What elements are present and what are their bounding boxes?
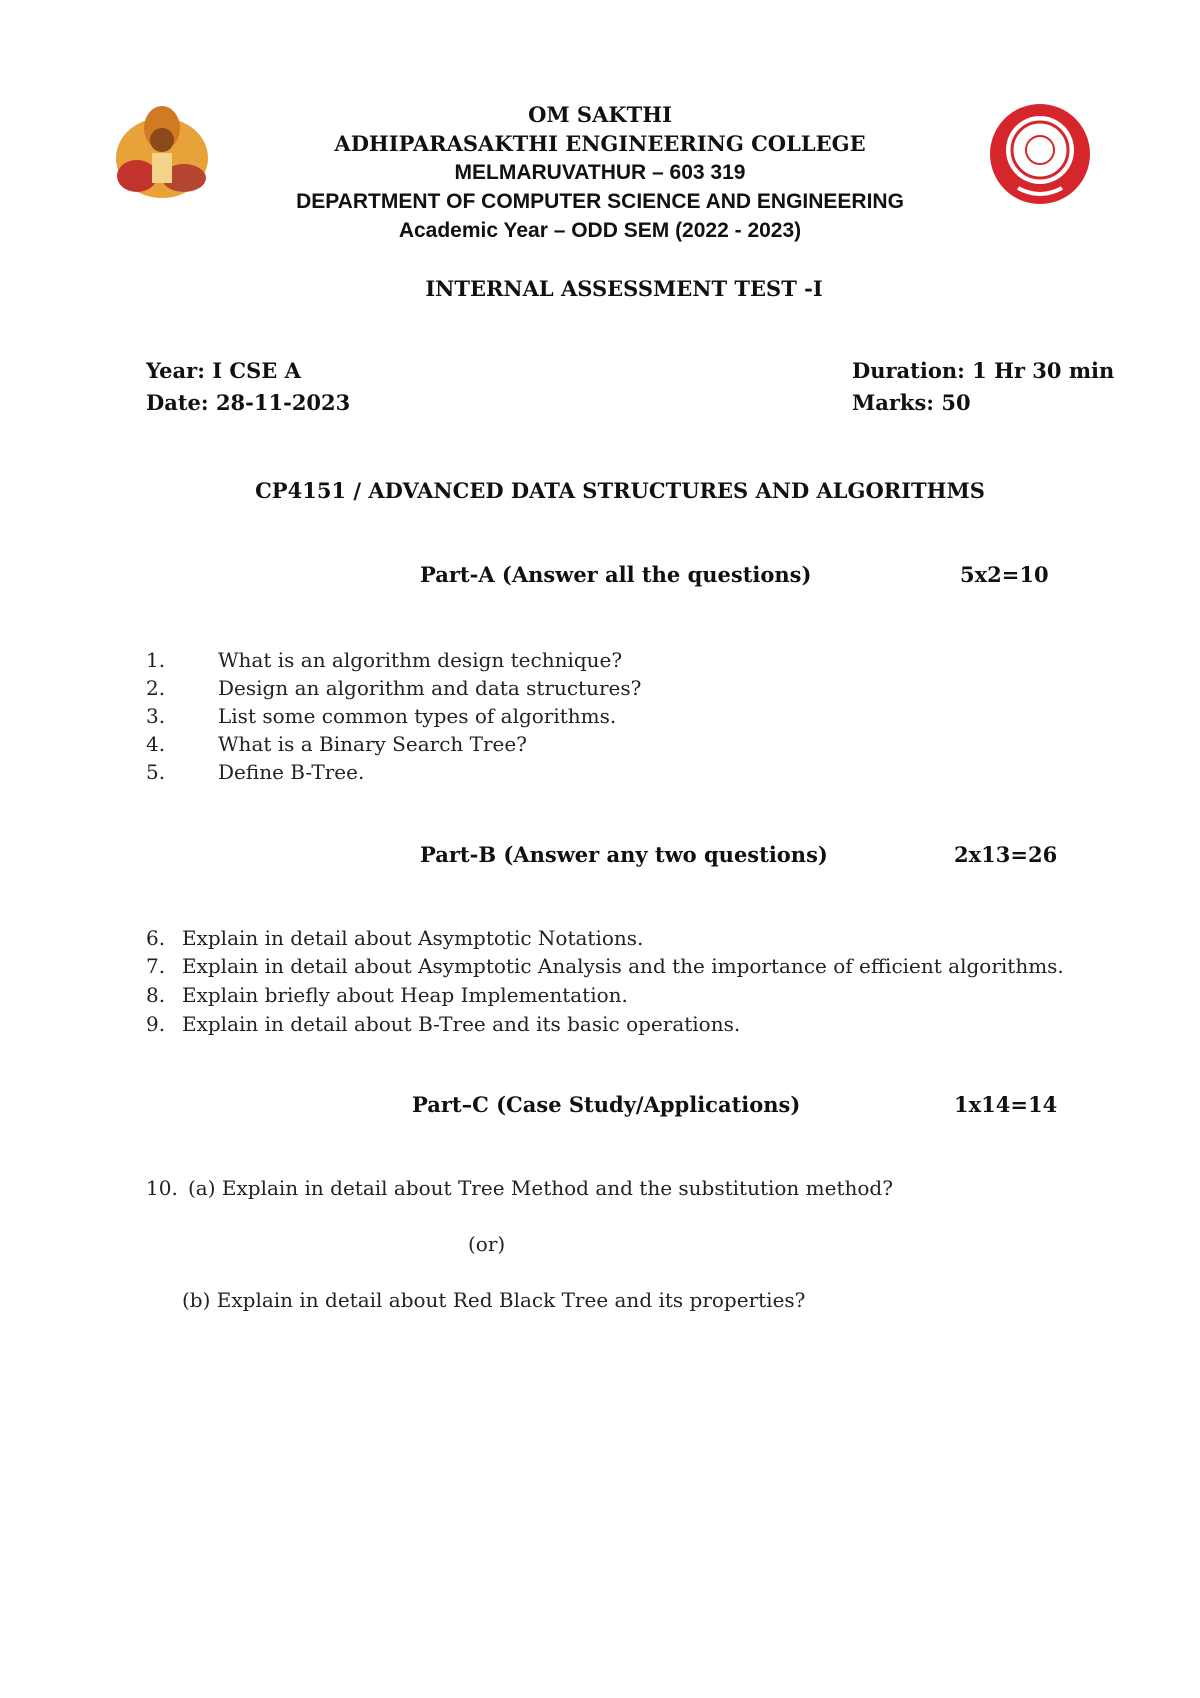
list-item: 1. What is an algorithm design technique? [146,648,623,672]
part-b-title: Part-B (Answer any two questions) [420,842,828,867]
year-label: Year: I CSE A [146,358,301,383]
part-b-marks: 2x13=26 [954,842,1058,867]
date-label: Date: 28-11-2023 [146,390,351,415]
list-item: (b) Explain in detail about Red Black Tree and its properties? [182,1288,806,1312]
list-item: 9. Explain in detail about B-Tree and its basic operations. [146,1012,741,1036]
part-c-title: Part–C (Case Study/Applications) [412,1092,801,1117]
list-item: 4. What is a Binary Search Tree? [146,732,527,756]
list-item: 2. Design an algorithm and data structures? [146,676,642,700]
part-a-title: Part-A (Answer all the questions) [420,562,812,587]
list-item: 6. Explain in detail about Asymptotic Notations. [146,926,644,950]
marks-label: Marks: 50 [852,390,971,415]
header-line-1: OM SAKTHI [528,102,672,127]
college-location: MELMARUVATHUR – 603 319 [454,161,746,184]
list-item: 8. Explain briefly about Heap Implementation. [146,983,628,1007]
list-item: 5. Define B-Tree. [146,760,365,784]
department-name: DEPARTMENT OF COMPUTER SCIENCE AND ENGINEERING [296,190,904,213]
test-title: INTERNAL ASSESSMENT TEST -I [425,276,823,301]
subject-title: CP4151 / ADVANCED DATA STRUCTURES AND ALGORITHMS [255,478,985,503]
duration-label: Duration: 1 Hr 30 min [852,358,1115,383]
academic-year: Academic Year – ODD SEM (2022 - 2023) [398,219,802,242]
list-item: 7. Explain in detail about Asymptotic Analysis and the importance of efficient algorithms. [146,954,1064,978]
list-item: 10. (a) Explain in detail about Tree Method and the substitution method? [146,1176,893,1200]
part-c-marks: 1x14=14 [954,1092,1058,1117]
part-a-marks: 5x2=10 [960,562,1049,587]
college-name: ADHIPARASAKTHI ENGINEERING COLLEGE [334,131,866,156]
or-separator: (or) [468,1232,506,1256]
list-item: 3. List some common types of algorithms. [146,704,617,728]
